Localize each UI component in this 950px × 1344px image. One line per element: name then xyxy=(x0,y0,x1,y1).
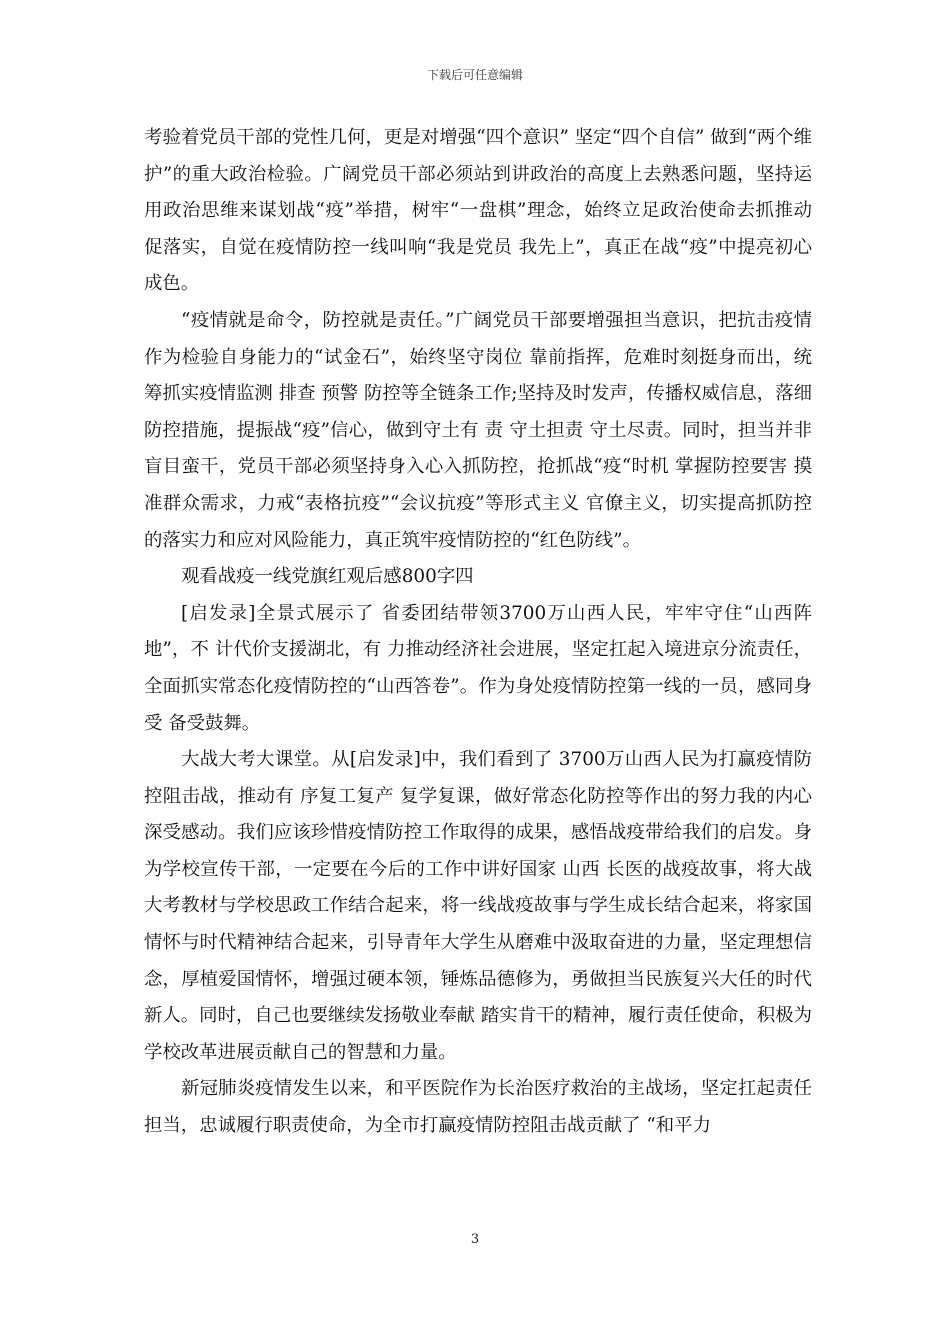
paragraph-3: [启发录]全景式展示了 省委团结带领3700万山西人民，牢牢守住“山西阵地”，不 计代价支援湖北，有 力推动经济社会进展，坚定扛起入境进京分流责任，全面抓实常态化疫情防控的“山西答卷”。作为身处疫情防控第一线的一员，感同身受 备受鼓舞。 xyxy=(144,602,812,734)
paragraph-4: 大战大考大课堂。从[启发录]中，我们看到了 3700万山西人民为打赢疫情防控阻击战，推动有 序复工复产 复学复课，做好常态化防控等作出的努力我的内心深受感动。我们应该珍惜疫情防控工作取得的成果，感悟战疫带给我们的启发。身为学校宣传干部，一定要在今后的工作中讲好国家 山西 长医的战疫故事，将大战大考教材与学校思政工作结合起来，将一线战疫故事与学生成长结合起来，将家国情怀与时代精神结合起来，引导青年大学生从磨难中汲取奋进的力量，坚定理想信念，厚植爱国情怀，增强过硬本领，锤炼品德修为，勇做担当民族复兴大任的时代新人。同时，自己也要继续发扬敬业奉献 踏实肯干的精神，履行责任使命，积极为学校改革进展贡献自己的智慧和力量。 xyxy=(144,749,812,1063)
section-heading: 观看战疫一线党旗红观后感800字四 xyxy=(181,566,474,588)
page-header: 下载后可任意编辑 xyxy=(426,68,523,82)
document-body xyxy=(144,120,812,1145)
page-number: 3 xyxy=(470,1232,480,1247)
paragraph-1: 考验着党员干部的党性几何，更是对增强“四个意识” 坚定“四个自信” 做到“两个维护”的重大政治检验。广阔党员干部必须站到讲政治的高度上去熟悉问题，坚持运用政治思维来谋划战“疫”举措，树牢“一盘棋”理念，始终立足政治使命去抓推动 促落实，自觉在疫情防控一线叫响“我是党员 我先上”，真正在战“疫”中提亮初心成色。 xyxy=(144,127,812,295)
paragraph-2: “疫情就是命令，防控就是责任。”广阔党员干部要增强担当意识，把抗击疫情作为检验自身能力的“试金石”，始终坚守岗位 靠前指挥，危难时刻挺身而出，统筹抓实疫情监测 排查 预警 防控等全链条工作;坚持及时发声，传播权威信息，落细防控措施，提振战“疫”信心，做到守土有 责 守土担责 守土尽责。同时，担当并非盲目蛮干，党员干部必须坚持身入心入抓防控，抢抓战“疫“时机 掌握防控要害 摸准群众需求，力戒“表格抗疫”“会议抗疫”等形式主义 官僚主义，切实提高抓防控的落实力和应对风险能力，真正筑牢疫情防控的“红色防线”。 xyxy=(144,309,812,551)
paragraph-5: 新冠肺炎疫情发生以来，和平医院作为长治医疗救治的主战场，坚定扛起责任担当，忠诚履行职责使命，为全市打赢疫情防控阻击战贡献了 “和平力 xyxy=(144,1078,812,1137)
